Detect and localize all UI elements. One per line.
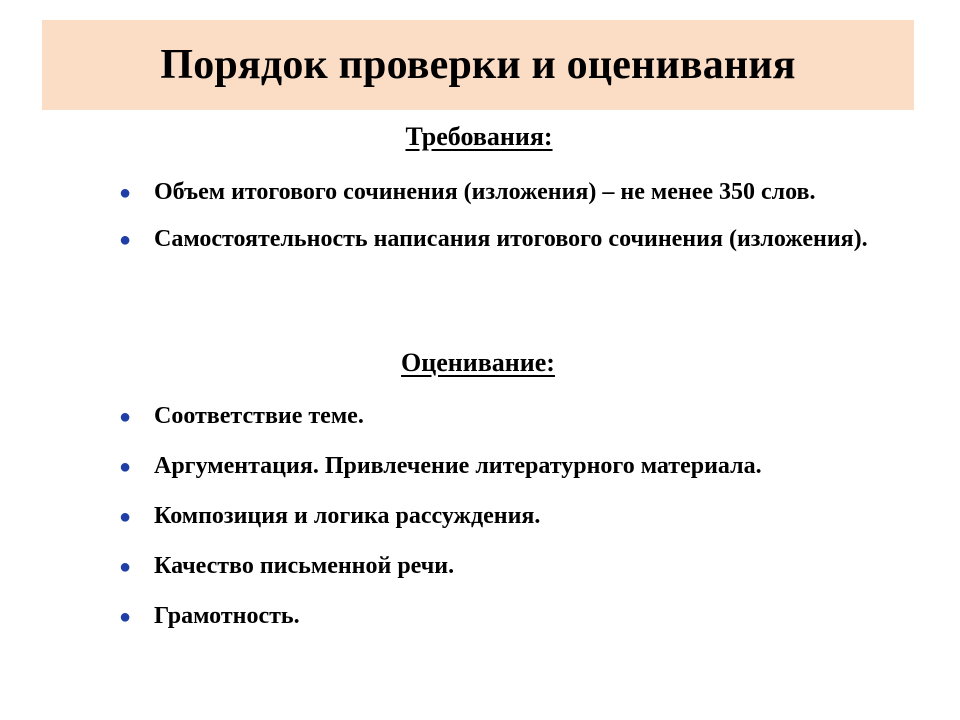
bullet-icon: ●	[119, 406, 132, 428]
list-item-text: Соответствие теме.	[154, 403, 364, 429]
list-item	[116, 222, 886, 257]
evaluation-heading: Оценивание:	[401, 348, 555, 377]
list-item-text: Аргументация. Привлечение литературного материала.	[154, 453, 762, 479]
bullet-icon: ●	[119, 606, 132, 628]
requirements-heading: Требования:	[405, 122, 553, 151]
bullet-icon: ●	[119, 506, 132, 528]
bullet-icon: ●	[119, 182, 132, 204]
list-item	[116, 399, 886, 434]
list-item	[116, 449, 886, 484]
list-item-text: Качество письменной речи.	[154, 553, 455, 579]
bullet-icon: ●	[119, 456, 132, 478]
list-item-text: Грамотность.	[154, 603, 300, 629]
requirements-list	[116, 175, 886, 269]
bullet-icon: ●	[119, 556, 132, 578]
list-item	[116, 175, 886, 210]
list-item	[116, 549, 886, 584]
list-item-text: Композиция и логика рассуждения.	[154, 503, 541, 529]
evaluation-list	[116, 399, 886, 649]
bullet-icon: ●	[119, 229, 132, 251]
list-item	[116, 599, 886, 634]
list-item	[116, 499, 886, 534]
page-title: Порядок проверки и оценивания	[160, 42, 796, 88]
list-item-text: Объем итогового сочинения (изложения) – не менее 350 слов.	[154, 179, 816, 205]
list-item-text: Самостоятельность написания итогового сочинения (изложения).	[154, 226, 868, 252]
title-banner	[42, 20, 914, 110]
